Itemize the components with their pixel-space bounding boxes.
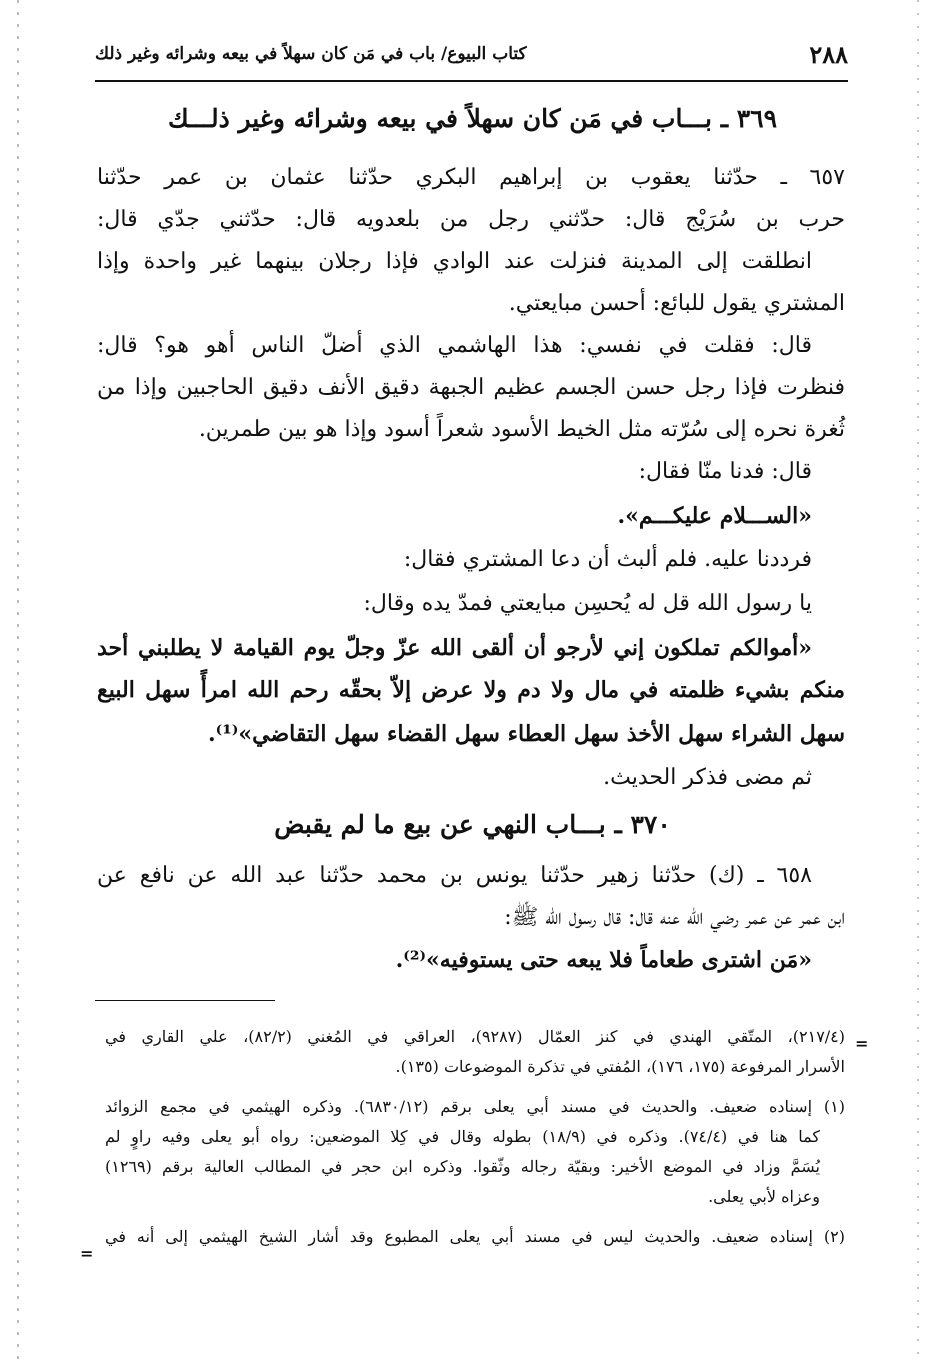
hadith-657-line-7: ثُغرة نحره إلى سُرّته مثل الخيط الأسود شعراً أسود وإذا هو بين طمرين. [198, 417, 845, 442]
hadith-657-quote-line-3: سهل الشراء سهل الأخذ سهل العطاء سهل القضاء سهل التقاضي»⁽¹⁾. [207, 721, 845, 747]
page-number: ٢٨٨ [809, 40, 848, 69]
hadith-657-line-10: فرددنا عليه. فلم ألبث أن دعا المشتري فقال: [403, 547, 812, 572]
chapter-heading-369: ٣٦٩ ـ بـــاب في مَن كان سهلاً في بيعه وشرائه وغير ذلـــك [167, 104, 778, 133]
hadith-657-line-8: قال: فدنا منّا فقال: [638, 459, 812, 484]
hadith-657-closing: ثم مضى فذكر الحديث. [603, 765, 812, 790]
footnote-2-line-1: (٢) إسناده ضعيف. والحديث ليس في مسند أبي يعلى المطبوع وقد أشار الشيخ الهيثمي إلى أنه في [105, 1227, 845, 1246]
hadith-657-line-11: يا رسول الله قل له يُحسِن مبايعتي فمدّ يده وقال: [363, 591, 812, 616]
hadith-658-quote: «مَن اشترى طعاماً فلا يبعه حتى يستوفيه»⁽²⁾. [395, 947, 812, 973]
running-title: كتاب البيوع/ باب في مَن كان سهلاً في بيعه وشرائه وغير ذلك [95, 44, 527, 64]
hadith-657-line-2: حرب بن سُرَيْج قال: حدّثني رجل من بلعدويه قال: حدّثني جدّي قال: [97, 207, 845, 232]
hadith-657-line-6: فنظرت فإذا رجل حسن الجسم عظيم الجبهة دقيق الأنف دقيق الحاجبين وإذا من [97, 375, 845, 400]
footnote-1-line-1: (١) إسناده ضعيف. والحديث في مسند أبي يعلى برقم (٦٨٣٠/١٢). وذكره الهيثمي في مجمع الزوائد [105, 1097, 845, 1116]
hadith-657-line-3: انطلقت إلى المدينة فنزلت عند الوادي فإذا رجلان بينهما غير واحدة وإذا [97, 249, 812, 274]
hadith-658-line-2: ابن عمر عن عمر رضي الله عنه قال: قال رسول الله ﷺ: [504, 905, 845, 930]
continued-from-mark: = [855, 1034, 869, 1053]
footnote-1-line-4: وعزاه لأبي يعلى. [708, 1187, 820, 1206]
hadith-657-line-4: المشتري يقول للبائع: أحسن مبايعتي. [508, 291, 845, 316]
running-header [95, 38, 848, 82]
hadith-657-greeting: «الســـلام عليكـــم». [617, 503, 812, 529]
hadith-657-quote-line-2: منكم بشيء ظلمته في مال ولا دم ولا عرض إلاّ بحقّه رحم الله امرأً سهل البيع [97, 677, 845, 703]
footnote-continued-line-1: (٢١٧/٤)، المتّقي الهندي في كنز العمّال (٩٢٨٧)، العراقي في المُغني (٨٢/٢)، علي القاري في [105, 1027, 846, 1046]
footnote-continued-line-2: الأسرار المرفوعة (١٧٥، ١٧٦)، المُفتي في تذكرة الموضوعات (١٣٥). [395, 1057, 845, 1076]
footnote-1-line-2: كما هنا في (٧٤/٤). وذكره في (١٨/٩) بطوله وقال في كِلا الموضعين: رواه أبو يعلى وفيه راوٍ لم [105, 1127, 821, 1146]
footnote-separator [95, 1000, 275, 1001]
footnote-1-line-3: يُسَمَّ وزاد في الموضع الأخير: وبقيّة رجاله وثّقوا. وذكره ابن حجر في المطالب العالية برقم (١٢٦٩) [105, 1157, 820, 1176]
hadith-657-line-5: قال: فقلت في نفسي: هذا الهاشمي الذي أضلّ الناس أهو هو؟ قال: [97, 333, 812, 358]
continued-to-mark: = [80, 1244, 94, 1263]
hadith-657-line-1: ٦٥٧ ـ حدّثنا يعقوب بن إبراهيم البكري حدّثنا عثمان بن عمر حدّثنا [97, 165, 845, 190]
hadith-657-quote-line-1: «أموالكم تملكون إني لأرجو أن ألقى الله عزّ وجلّ يوم القيامة لا يطلبني أحد [97, 635, 812, 661]
chapter-heading-370: ٣٧٠ ـ بـــاب النهي عن بيع ما لم يقبض [274, 810, 671, 839]
hadith-658-line-1: ٦٥٨ ـ (ك) حدّثنا زهير حدّثنا يونس بن محمد حدّثنا عبد الله عن نافع عن [97, 863, 812, 888]
